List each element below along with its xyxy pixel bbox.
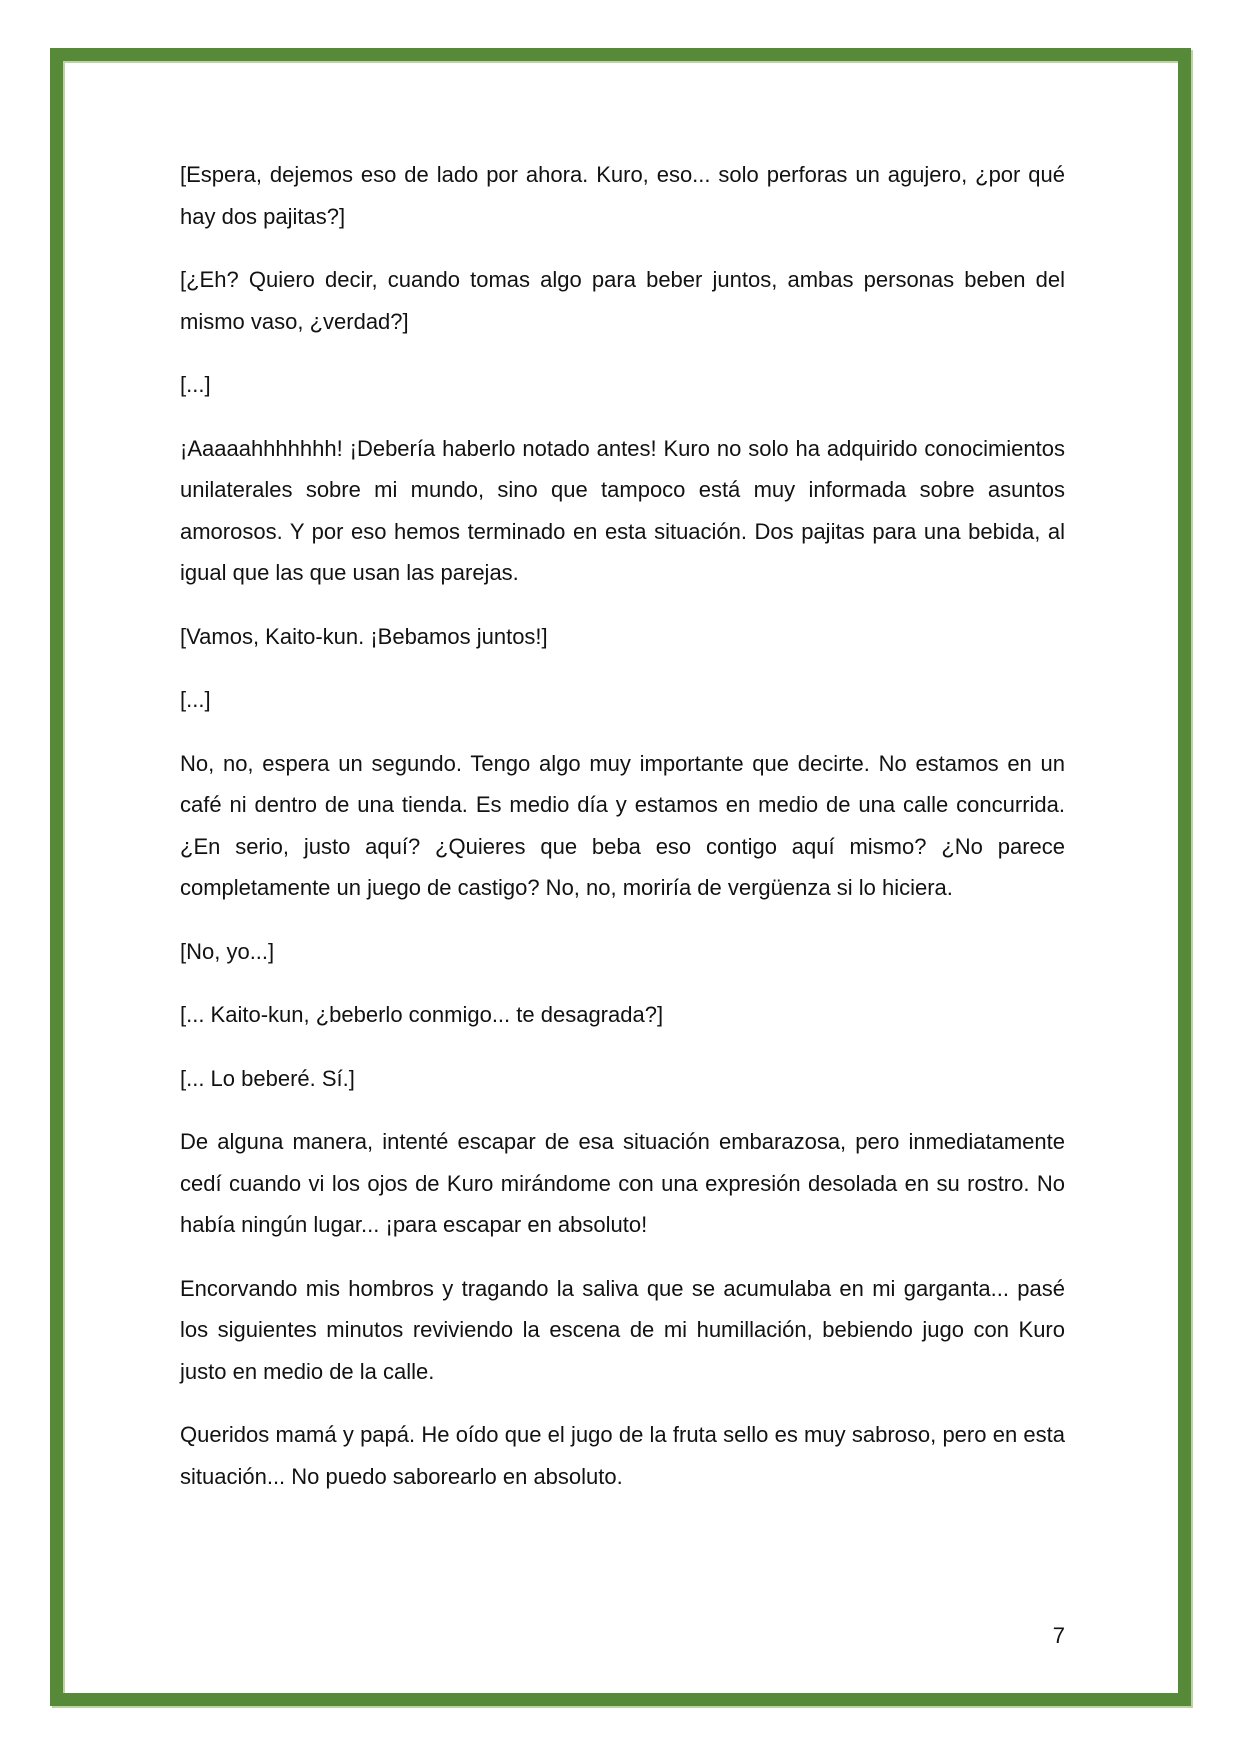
paragraph: Queridos mamá y papá. He oído que el jugo de la fruta sello es muy sabroso, pero en esta situación... No puedo saborearlo en absoluto. xyxy=(180,1422,1065,1489)
paragraph: Encorvando mis hombros y tragando la saliva que se acumulaba en mi garganta... pasé los siguientes minutos reviviendo la escena de mi humillación, bebiendo jugo con Kuro justo en medio de la calle. xyxy=(180,1275,1065,1384)
page-content xyxy=(63,62,1179,1519)
paragraph: No, no, espera un segundo. Tengo algo muy importante que decirte. No estamos en un café ni dentro de una tienda. Es medio día y estamos en medio de una calle concurrida. ¿En serio, justo aquí? ¿Quieres que beba eso contigo aquí mismo? ¿No parece completamente un juego de castigo? No, no, moriría de vergüenza si lo hiciera. xyxy=(180,750,1065,900)
paragraph: [Espera, dejemos eso de lado por ahora. Kuro, eso... solo perforas un agujero, ¿por qué hay dos pajitas?] xyxy=(180,162,1065,229)
paragraph: [... Kaito-kun, ¿beberlo conmigo... te desagrada?] xyxy=(180,1002,664,1027)
paragraph: [... Lo beberé. Sí.] xyxy=(180,1065,355,1091)
paragraph: [¿Eh? Quiero decir, cuando tomas algo para beber juntos, ambas personas beben del mismo vaso, ¿verdad?] xyxy=(180,267,1065,334)
paragraph: [No, yo...] xyxy=(180,938,275,964)
page-number: 7 xyxy=(1052,1623,1065,1648)
paragraph: ¡Aaaaahhhhhhh! ¡Debería haberlo notado antes! Kuro no solo ha adquirido conocimientos unilaterales sobre mi mundo, sino que tampoco está muy informada sobre asuntos amorosos. Y por eso hemos terminado en esta situación. Dos pajitas para una bebida, al igual que las que usan las parejas. xyxy=(180,435,1065,585)
paragraph: [...] xyxy=(180,372,211,397)
paragraph: [Vamos, Kaito-kun. ¡Bebamos juntos!] xyxy=(180,623,548,649)
paragraph: De alguna manera, intenté escapar de esa situación embarazosa, pero inmediatamente cedí cuando vi los ojos de Kuro mirándome con una expresión desolada en su rostro. No había ningún lugar... ¡para escapar en absoluto! xyxy=(180,1129,1065,1237)
paragraph: [...] xyxy=(180,687,211,712)
